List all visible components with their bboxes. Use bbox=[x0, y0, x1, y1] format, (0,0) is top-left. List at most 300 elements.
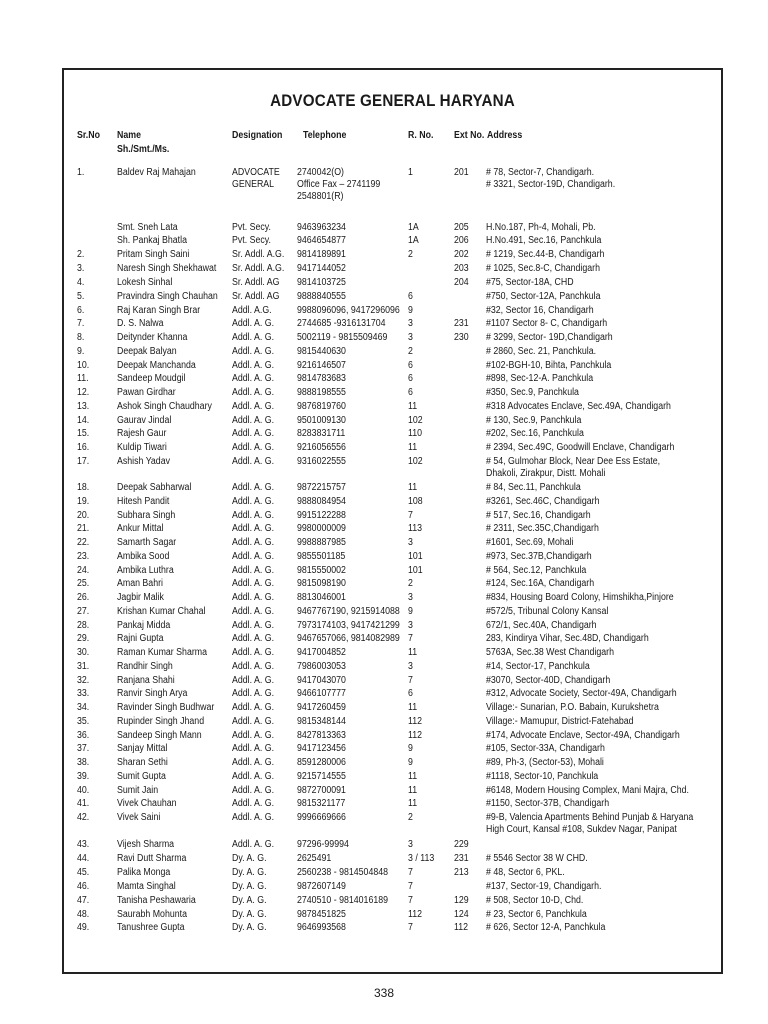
cell-telephone: 9815321177 bbox=[297, 798, 346, 809]
cell-name: Vijesh Sharma bbox=[117, 839, 175, 850]
cell-name: Ranvir Singh Arya bbox=[117, 688, 188, 699]
cell-designation: Dy. A. G. bbox=[232, 853, 267, 864]
cell-designation: Addl. A. G. bbox=[232, 456, 275, 467]
cell-sr-no: 45. bbox=[77, 867, 90, 878]
cell-designation: Addl. A. G. bbox=[232, 702, 275, 713]
cell-sr-no: 9. bbox=[77, 346, 85, 357]
cell-designation: Addl. A. G. bbox=[232, 647, 275, 658]
cell-room-no: 11 bbox=[408, 442, 418, 453]
cell-designation: Addl. A. G. bbox=[232, 592, 275, 603]
cell-ext-no: 112 bbox=[454, 922, 469, 933]
cell-ext-no: 201 bbox=[454, 167, 469, 178]
cell-telephone: 9417043070 bbox=[297, 675, 346, 686]
cell-room-no: 3 bbox=[408, 839, 413, 850]
cell-sr-no: 17. bbox=[77, 456, 90, 467]
cell-name: Aman Bahri bbox=[117, 578, 163, 589]
cell-address: 283, Kindirya Vihar, Sec.48D, Chandigarh bbox=[486, 633, 649, 644]
cell-name: Vivek Saini bbox=[117, 812, 161, 823]
cell-telephone: 2740510 - 9814016189 bbox=[297, 895, 389, 906]
cell-designation: Addl. A. G. bbox=[232, 346, 275, 357]
cell-name: Mamta Singhal bbox=[117, 881, 176, 892]
cell-ext-no: 229 bbox=[454, 839, 469, 850]
cell-room-no: 7 bbox=[408, 881, 413, 892]
cell-room-no: 3 bbox=[408, 620, 413, 631]
cell-address: # 626, Sector 12-A, Panchkula bbox=[486, 922, 606, 933]
cell-telephone: 7986003053 bbox=[297, 661, 346, 672]
cell-address: Village:- Sunarian, P.O. Babain, Kurukshetra bbox=[486, 702, 659, 713]
header-address: Address bbox=[487, 130, 523, 141]
cell-sr-no: 23. bbox=[77, 551, 90, 562]
cell-room-no: 2 bbox=[408, 346, 413, 357]
cell-room-no: 11 bbox=[408, 702, 418, 713]
cell-room-no: 11 bbox=[408, 482, 418, 493]
cell-designation: Addl. A. G. bbox=[232, 839, 275, 850]
cell-room-no: 6 bbox=[408, 360, 413, 371]
cell-designation: Sr. Addl. A.G. bbox=[232, 263, 285, 274]
cell-room-no: 9 bbox=[408, 757, 413, 768]
cell-address: H.No.187, Ph-4, Mohali, Pb. bbox=[486, 222, 596, 233]
cell-telephone: 9501009130 bbox=[297, 415, 346, 426]
cell-address: # 78, Sector-7, Chandigarh. bbox=[486, 167, 595, 178]
cell-address: #572/5, Tribunal Colony Kansal bbox=[486, 606, 609, 617]
cell-telephone: 2560238 - 9814504848 bbox=[297, 867, 389, 878]
cell-address: #312, Advocate Society, Sector-49A, Chandigarh bbox=[486, 688, 677, 699]
cell-telephone: 8591280006 bbox=[297, 757, 346, 768]
cell-telephone: 9216056556 bbox=[297, 442, 346, 453]
cell-sr-no: 25. bbox=[77, 578, 90, 589]
cell-ext-no: 129 bbox=[454, 895, 469, 906]
cell-name: Rajesh Gaur bbox=[117, 428, 167, 439]
cell-designation: Addl. A. G. bbox=[232, 387, 275, 398]
cell-name: Ankur Mittal bbox=[117, 523, 164, 534]
cell-telephone: 8427813363 bbox=[297, 730, 346, 741]
cell-telephone: 97296-99994 bbox=[297, 839, 349, 850]
cell-sr-no: 39. bbox=[77, 771, 90, 782]
cell-designation: Addl. A. G. bbox=[232, 318, 275, 329]
header-srno: Sr.No bbox=[77, 130, 100, 141]
cell-sr-no: 26. bbox=[77, 592, 90, 603]
cell-name: Ravi Dutt Sharma bbox=[117, 853, 187, 864]
cell-sr-no: 31. bbox=[77, 661, 90, 672]
cell-sr-no: 7. bbox=[77, 318, 85, 329]
cell-room-no: 102 bbox=[408, 415, 423, 426]
cell-name: Smt. Sneh Lata bbox=[117, 222, 178, 233]
cell-name: Pawan Girdhar bbox=[117, 387, 176, 398]
cell-room-no: 101 bbox=[408, 565, 423, 576]
cell-address: # 517, Sec.16, Chandigarh bbox=[486, 510, 591, 521]
cell-telephone: 9316022555 bbox=[297, 456, 346, 467]
header-designation: Designation bbox=[232, 130, 283, 141]
cell-room-no: 1A bbox=[408, 222, 419, 233]
cell-address: # 3299, Sector- 19D,Chandigarh bbox=[486, 332, 613, 343]
cell-telephone: 9872215757 bbox=[297, 482, 346, 493]
cell-name: Ashish Yadav bbox=[117, 456, 171, 467]
cell-address: #202, Sec.16, Panchkula bbox=[486, 428, 584, 439]
cell-address: #1601, Sec.69, Mohali bbox=[486, 537, 574, 548]
cell-name: Palika Monga bbox=[117, 867, 171, 878]
cell-designation: Addl. A. G. bbox=[232, 730, 275, 741]
cell-sr-no: 28. bbox=[77, 620, 90, 631]
cell-room-no: 11 bbox=[408, 771, 418, 782]
cell-sr-no: 22. bbox=[77, 537, 90, 548]
cell-sr-no: 43. bbox=[77, 839, 90, 850]
cell-name: Samarth Sagar bbox=[117, 537, 177, 548]
cell-address: # 48, Sector 6, PKL. bbox=[486, 867, 565, 878]
cell-telephone: 9215714555 bbox=[297, 771, 346, 782]
cell-address: #32, Sector 16, Chandigarh bbox=[486, 305, 594, 316]
cell-name: Naresh Singh Shekhawat bbox=[117, 263, 217, 274]
cell-sr-no: 8. bbox=[77, 332, 85, 343]
page-number: 338 bbox=[373, 986, 395, 1000]
cell-address: #89, Ph-3, (Sector-53), Mohali bbox=[486, 757, 604, 768]
cell-address: # 2311, Sec.35C,Chandigarh bbox=[486, 523, 599, 534]
cell-designation: Dy. A. G. bbox=[232, 895, 267, 906]
cell-room-no: 3 bbox=[408, 537, 413, 548]
cell-telephone: 9467657066, 9814082989 bbox=[297, 633, 400, 644]
cell-designation: Addl. A. G. bbox=[232, 482, 275, 493]
cell-name: Hitesh Pandit bbox=[117, 496, 170, 507]
cell-name: Sandeep Moudgil bbox=[117, 373, 186, 384]
cell-room-no: 7 bbox=[408, 895, 413, 906]
cell-address: H.No.491, Sec.16, Panchkula bbox=[486, 235, 602, 246]
cell-address: Village:- Mamupur, District-Fatehabad bbox=[486, 716, 634, 727]
cell-room-no: 7 bbox=[408, 675, 413, 686]
cell-address: # 1025, Sec.8-C, Chandigarh bbox=[486, 263, 600, 274]
cell-designation: Addl. A. G. bbox=[232, 523, 275, 534]
cell-name: Pritam Singh Saini bbox=[117, 249, 190, 260]
cell-telephone: 9878451825 bbox=[297, 909, 346, 920]
cell-sr-no: 35. bbox=[77, 716, 90, 727]
cell-sr-no: 12. bbox=[77, 387, 90, 398]
cell-designation: Dy. A. G. bbox=[232, 922, 267, 933]
cell-address: # 54, Gulmohar Block, Near Dee Ess Estate, bbox=[486, 456, 661, 467]
cell-address: #137, Sector-19, Chandigarh. bbox=[486, 881, 602, 892]
cell-name: Pankaj Midda bbox=[117, 620, 171, 631]
cell-designation: Addl. A. G. bbox=[232, 716, 275, 727]
cell-telephone: 9876819760 bbox=[297, 401, 346, 412]
cell-telephone: 9988887985 bbox=[297, 537, 346, 548]
cell-telephone: 9980000009 bbox=[297, 523, 346, 534]
cell-designation: Addl. A.G. bbox=[232, 305, 272, 316]
cell-room-no: 108 bbox=[408, 496, 423, 507]
cell-telephone: 9814103725 bbox=[297, 277, 346, 288]
cell-room-no: 2 bbox=[408, 812, 413, 823]
cell-designation: Addl. A. G. bbox=[232, 675, 275, 686]
cell-telephone: 2744685 -9316131704 bbox=[297, 318, 386, 329]
cell-ext-no: 124 bbox=[454, 909, 469, 920]
cell-room-no: 3 bbox=[408, 592, 413, 603]
cell-name: Rupinder Singh Jhand bbox=[117, 716, 205, 727]
cell-designation: Addl. A. G. bbox=[232, 551, 275, 562]
cell-room-no: 2 bbox=[408, 249, 413, 260]
cell-designation: Addl. A. G. bbox=[232, 771, 275, 782]
cell-sr-no: 46. bbox=[77, 881, 90, 892]
cell-designation: Addl. A. G. bbox=[232, 537, 275, 548]
cell-address: # 2860, Sec. 21, Panchkula. bbox=[486, 346, 597, 357]
cell-sr-no: 41. bbox=[77, 798, 90, 809]
cell-address: # 3321, Sector-19D, Chandigarh. bbox=[486, 179, 616, 190]
cell-telephone: 7973174103, 9417421299 bbox=[297, 620, 400, 631]
cell-telephone: 9815550002 bbox=[297, 565, 346, 576]
cell-room-no: 7 bbox=[408, 922, 413, 933]
cell-telephone: 9814783683 bbox=[297, 373, 346, 384]
cell-room-no: 7 bbox=[408, 633, 413, 644]
cell-address: #3261, Sec.46C, Chandigarh bbox=[486, 496, 600, 507]
cell-designation: Addl. A. G. bbox=[232, 757, 275, 768]
cell-telephone: 9888840555 bbox=[297, 291, 346, 302]
cell-telephone: 9463963234 bbox=[297, 222, 346, 233]
cell-sr-no: 36. bbox=[77, 730, 90, 741]
cell-sr-no: 49. bbox=[77, 922, 90, 933]
cell-sr-no: 18. bbox=[77, 482, 90, 493]
cell-room-no: 11 bbox=[408, 401, 418, 412]
cell-address: #1118, Sector-10, Panchkula bbox=[486, 771, 599, 782]
cell-designation: Addl. A. G. bbox=[232, 812, 275, 823]
cell-room-no: 6 bbox=[408, 373, 413, 384]
cell-name: Ravinder Singh Budhwar bbox=[117, 702, 215, 713]
cell-designation: Addl. A. G. bbox=[232, 428, 275, 439]
cell-designation: Addl. A. G. bbox=[232, 743, 275, 754]
cell-ext-no: 231 bbox=[454, 318, 469, 329]
cell-ext-no: 206 bbox=[454, 235, 469, 246]
cell-telephone: 9417260459 bbox=[297, 702, 346, 713]
cell-address: 5763A, Sec.38 West Chandigarh bbox=[486, 647, 615, 658]
cell-name: Sumit Jain bbox=[117, 785, 159, 796]
cell-sr-no: 30. bbox=[77, 647, 90, 658]
cell-room-no: 7 bbox=[408, 867, 413, 878]
cell-address: #350, Sec.9, Panchkula bbox=[486, 387, 579, 398]
cell-room-no: 1 bbox=[408, 167, 413, 178]
cell-sr-no: 27. bbox=[77, 606, 90, 617]
cell-telephone: 9467767190, 9215914088 bbox=[297, 606, 400, 617]
cell-telephone: 9417123456 bbox=[297, 743, 346, 754]
cell-address: #750, Sector-12A, Panchkula bbox=[486, 291, 601, 302]
cell-designation: Addl. A. G. bbox=[232, 332, 275, 343]
cell-designation: Addl. A. G. bbox=[232, 496, 275, 507]
cell-telephone: 9417004852 bbox=[297, 647, 346, 658]
cell-name: Gaurav Jindal bbox=[117, 415, 172, 426]
cell-telephone: 9815440630 bbox=[297, 346, 346, 357]
cell-address: #1107 Sector 8- C, Chandigarh bbox=[486, 318, 608, 329]
cell-sr-no: 13. bbox=[77, 401, 90, 412]
cell-telephone: Office Fax – 2741199 bbox=[297, 179, 381, 190]
cell-room-no: 3 bbox=[408, 661, 413, 672]
cell-name: Rajni Gupta bbox=[117, 633, 164, 644]
cell-designation: Pvt. Secy. bbox=[232, 222, 271, 233]
cell-room-no: 112 bbox=[408, 730, 423, 741]
cell-sr-no: 32. bbox=[77, 675, 90, 686]
cell-sr-no: 21. bbox=[77, 523, 90, 534]
header-name: Name bbox=[117, 130, 141, 141]
cell-name: Ranjana Shahi bbox=[117, 675, 175, 686]
cell-designation: Sr. Addl. AG bbox=[232, 291, 280, 302]
cell-telephone: 9888198555 bbox=[297, 387, 346, 398]
cell-telephone: 9872607149 bbox=[297, 881, 346, 892]
cell-designation: Addl. A. G. bbox=[232, 401, 275, 412]
cell-designation: Addl. A. G. bbox=[232, 360, 275, 371]
cell-name: Sharan Sethi bbox=[117, 757, 168, 768]
cell-sr-no: 5. bbox=[77, 291, 85, 302]
cell-name: Raj Karan Singh Brar bbox=[117, 305, 201, 316]
cell-name: Deitynder Khanna bbox=[117, 332, 188, 343]
cell-name: Kuldip Tiwari bbox=[117, 442, 167, 453]
cell-designation: Addl. A. G. bbox=[232, 578, 275, 589]
cell-telephone: 9216146507 bbox=[297, 360, 346, 371]
cell-name: Subhara Singh bbox=[117, 510, 176, 521]
cell-sr-no: 44. bbox=[77, 853, 90, 864]
cell-sr-no: 19. bbox=[77, 496, 90, 507]
cell-name: Saurabh Mohunta bbox=[117, 909, 187, 920]
cell-address: # 508, Sector 10-D, Chd. bbox=[486, 895, 584, 906]
cell-ext-no: 205 bbox=[454, 222, 469, 233]
cell-designation: Dy. A. G. bbox=[232, 881, 267, 892]
cell-address: # 130, Sec.9, Panchkula bbox=[486, 415, 582, 426]
cell-designation: Addl. A. G. bbox=[232, 442, 275, 453]
cell-telephone: 9814189891 bbox=[297, 249, 346, 260]
cell-room-no: 6 bbox=[408, 291, 413, 302]
cell-name: Ambika Sood bbox=[117, 551, 170, 562]
cell-sr-no: 6. bbox=[77, 305, 85, 316]
cell-room-no: 6 bbox=[408, 688, 413, 699]
cell-designation: Addl. A. G. bbox=[232, 373, 275, 384]
cell-address: High Court, Kansal #108, Sukdev Nagar, Panipat bbox=[486, 824, 677, 835]
cell-name: Deepak Balyan bbox=[117, 346, 177, 357]
cell-room-no: 7 bbox=[408, 510, 413, 521]
cell-name: Krishan Kumar Chahal bbox=[117, 606, 206, 617]
cell-address: #1150, Sector-37B, Chandigarh bbox=[486, 798, 610, 809]
cell-ext-no: 213 bbox=[454, 867, 469, 878]
cell-address: #75, Sector-18A, CHD bbox=[486, 277, 574, 288]
cell-address: #124, Sec.16A, Chandigarh bbox=[486, 578, 595, 589]
header-room-no: R. No. bbox=[408, 130, 434, 141]
cell-telephone: 9915122288 bbox=[297, 510, 346, 521]
cell-name: Ashok Singh Chaudhary bbox=[117, 401, 212, 412]
cell-room-no: 3 bbox=[408, 318, 413, 329]
cell-sr-no: 1. bbox=[77, 167, 85, 178]
cell-sr-no: 2. bbox=[77, 249, 85, 260]
cell-sr-no: 15. bbox=[77, 428, 90, 439]
cell-telephone: 9464654877 bbox=[297, 235, 346, 246]
cell-room-no: 9 bbox=[408, 305, 413, 316]
cell-designation: Addl. A. G. bbox=[232, 606, 275, 617]
cell-telephone: 9988096096, 9417296096 bbox=[297, 305, 400, 316]
cell-sr-no: 20. bbox=[77, 510, 90, 521]
cell-room-no: 110 bbox=[408, 428, 423, 439]
cell-telephone: 2625491 bbox=[297, 853, 332, 864]
cell-name: Randhir Singh bbox=[117, 661, 173, 672]
cell-sr-no: 29. bbox=[77, 633, 90, 644]
cell-designation: Sr. Addl. A.G. bbox=[232, 249, 285, 260]
cell-sr-no: 40. bbox=[77, 785, 90, 796]
cell-name: Vivek Chauhan bbox=[117, 798, 177, 809]
header-name-title: Sh./Smt./Ms. bbox=[117, 144, 170, 155]
cell-room-no: 2 bbox=[408, 578, 413, 589]
page-title: ADVOCATE GENERAL HARYANA bbox=[270, 92, 515, 110]
cell-telephone: 9996669666 bbox=[297, 812, 346, 823]
cell-designation: Dy. A. G. bbox=[232, 867, 267, 878]
cell-name: Tanisha Peshawaria bbox=[117, 895, 196, 906]
cell-address: #6148, Modern Housing Complex, Mani Majra, Chd. bbox=[486, 785, 689, 796]
cell-name: Sanjay Mittal bbox=[117, 743, 168, 754]
cell-telephone: 9872700091 bbox=[297, 785, 346, 796]
cell-sr-no: 3. bbox=[77, 263, 85, 274]
cell-room-no: 3 bbox=[408, 332, 413, 343]
cell-address: 672/1, Sec.40A, Chandigarh bbox=[486, 620, 597, 631]
cell-designation: Pvt. Secy. bbox=[232, 235, 271, 246]
cell-address: # 23, Sector 6, Panchkula bbox=[486, 909, 587, 920]
header-telephone: Telephone bbox=[303, 130, 347, 141]
cell-telephone: 2740042(O) bbox=[297, 167, 344, 178]
cell-telephone: 2548801(R) bbox=[297, 191, 344, 202]
cell-name: Deepak Manchanda bbox=[117, 360, 196, 371]
cell-name: Sandeep Singh Mann bbox=[117, 730, 202, 741]
cell-sr-no: 4. bbox=[77, 277, 85, 288]
cell-address: # 2394, Sec.49C, Goodwill Enclave, Chandigarh bbox=[486, 442, 675, 453]
cell-name: Raman Kumar Sharma bbox=[117, 647, 207, 658]
cell-sr-no: 48. bbox=[77, 909, 90, 920]
cell-telephone: 9646993568 bbox=[297, 922, 346, 933]
cell-telephone: 9815098190 bbox=[297, 578, 346, 589]
cell-room-no: 9 bbox=[408, 606, 413, 617]
cell-address: Dhakoli, Zirakpur, Distt. Mohali bbox=[486, 468, 606, 479]
cell-telephone: 9888084954 bbox=[297, 496, 346, 507]
cell-designation: Addl. A. G. bbox=[232, 661, 275, 672]
cell-room-no: 3 / 113 bbox=[408, 853, 435, 864]
cell-telephone: 9417144052 bbox=[297, 263, 346, 274]
cell-name: Lokesh Sinhal bbox=[117, 277, 173, 288]
cell-sr-no: 34. bbox=[77, 702, 90, 713]
cell-name: Tanushree Gupta bbox=[117, 922, 185, 933]
cell-designation: Addl. A. G. bbox=[232, 415, 275, 426]
cell-designation: Addl. A. G. bbox=[232, 620, 275, 631]
cell-telephone: 8283831711 bbox=[297, 428, 346, 439]
cell-designation: Addl. A. G. bbox=[232, 798, 275, 809]
cell-telephone: 9855501185 bbox=[297, 551, 346, 562]
cell-designation: Addl. A. G. bbox=[232, 565, 275, 576]
cell-name: Pravindra Singh Chauhan bbox=[117, 291, 218, 302]
cell-room-no: 11 bbox=[408, 785, 418, 796]
cell-address: #834, Housing Board Colony, Himshikha,Pinjore bbox=[486, 592, 674, 603]
cell-address: # 5546 Sector 38 W CHD. bbox=[486, 853, 588, 864]
cell-ext-no: 204 bbox=[454, 277, 469, 288]
cell-name: Sumit Gupta bbox=[117, 771, 166, 782]
cell-room-no: 101 bbox=[408, 551, 423, 562]
cell-telephone: 9466107777 bbox=[297, 688, 346, 699]
cell-room-no: 1A bbox=[408, 235, 419, 246]
cell-ext-no: 230 bbox=[454, 332, 469, 343]
cell-designation: Dy. A. G. bbox=[232, 909, 267, 920]
cell-address: #318 Advocates Enclave, Sec.49A, Chandigarh bbox=[486, 401, 671, 412]
cell-sr-no: 37. bbox=[77, 743, 90, 754]
cell-address: #9-B, Valencia Apartments Behind Punjab & Haryana bbox=[486, 812, 694, 823]
cell-address: #102-BGH-10, Bihta, Panchkula bbox=[486, 360, 612, 371]
cell-address: # 564, Sec.12, Panchkula bbox=[486, 565, 587, 576]
cell-ext-no: 202 bbox=[454, 249, 469, 260]
cell-designation: GENERAL bbox=[232, 179, 275, 190]
cell-room-no: 9 bbox=[408, 743, 413, 754]
cell-designation: Addl. A. G. bbox=[232, 633, 275, 644]
cell-telephone: 9815348144 bbox=[297, 716, 346, 727]
cell-telephone: 8813046001 bbox=[297, 592, 346, 603]
cell-name: Jagbir Malik bbox=[117, 592, 164, 603]
header-ext-no: Ext No. bbox=[454, 130, 485, 141]
cell-name: D. S. Nalwa bbox=[117, 318, 164, 329]
cell-sr-no: 38. bbox=[77, 757, 90, 768]
cell-address: #105, Sector-33A, Chandigarh bbox=[486, 743, 605, 754]
cell-designation: Addl. A. G. bbox=[232, 688, 275, 699]
cell-address: #898, Sec-12-A. Panchkula bbox=[486, 373, 594, 384]
cell-room-no: 113 bbox=[408, 523, 423, 534]
